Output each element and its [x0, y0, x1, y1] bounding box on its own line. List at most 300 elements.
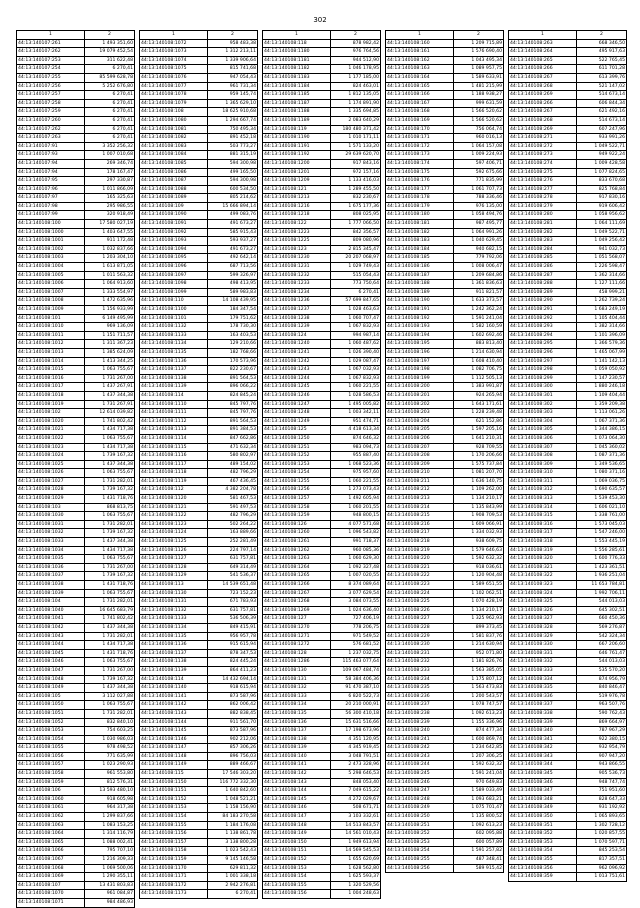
table-row [140, 572, 258, 581]
table-row [17, 99, 135, 108]
cadastral-value-cell: 1 739 167,32 [85, 572, 135, 581]
cadastral-number-cell: 44:13:140108:1124 [140, 529, 208, 538]
cadastral-value-cell: 1 655 620,69 [331, 856, 381, 865]
table-row [17, 701, 135, 710]
cadastral-value-cell: 85 599 628,78 [85, 73, 135, 82]
cadastral-number-cell: 44:13:140108:1046 [17, 658, 85, 667]
cadastral-value-cell: 1 070 428,19 [454, 598, 504, 607]
cadastral-number-cell: 44:13:140108:271 [509, 134, 577, 143]
cadastral-number-cell: 44:13:140108:242 [386, 744, 454, 753]
cadastral-value-cell: 911 172,48 [85, 237, 135, 246]
table-row [263, 82, 381, 91]
cadastral-value-cell: 1 216 309,33 [85, 856, 135, 865]
table-row [509, 56, 627, 65]
cadastral-number-cell: 44:13:140108:272 [509, 142, 577, 151]
cadastral-value-cell: 581 467,53 [208, 495, 258, 504]
column-header-number: 1 [17, 31, 85, 40]
cadastral-value-cell: 1 880 246,18 [577, 383, 627, 392]
cadastral-number-cell: 44:13:140108:1247 [263, 400, 331, 409]
cadastral-value-cell: 918 615,94 [208, 684, 258, 693]
cadastral-number-cell: 44:13:140108:1083 [140, 142, 208, 151]
cadastral-number-cell: 44:13:140108:281 [509, 220, 577, 229]
table-row [509, 795, 627, 804]
cadastral-value-cell: 824 445,24 [208, 658, 258, 667]
cadastral-value-cell: 649 314,49 [208, 563, 258, 572]
table-row [17, 220, 135, 229]
cadastral-value-cell: 1 011 563,32 [85, 271, 135, 280]
cadastral-value-cell: 1 739 167,32 [85, 529, 135, 538]
table-row [140, 709, 258, 718]
cadastral-value-cell: 1 120 904,48 [454, 572, 504, 581]
table-row [140, 787, 258, 796]
cadastral-value-cell: 522 765,45 [577, 56, 627, 65]
cadastral-value-cell: 491 673,27 [208, 245, 258, 254]
cadastral-number-cell: 44:13:140108:286 [509, 263, 577, 272]
table-row [263, 563, 381, 572]
cadastral-value-cell: 896 066,22 [208, 383, 258, 392]
cadastral-value-cell: 919 606,42 [577, 202, 627, 211]
table-row [509, 177, 627, 186]
table-block-2 [139, 30, 258, 899]
table-row [509, 477, 627, 486]
cadastral-value-cell: 1 643 171,61 [454, 400, 504, 409]
cadastral-value-cell: 773 750,64 [331, 280, 381, 289]
cadastral-value-cell: 1 058 494,76 [454, 211, 504, 220]
cadastral-value-cell: 1 591 257,82 [454, 847, 504, 856]
table-row [263, 761, 381, 770]
cadastral-number-cell: 44:13:140108:345 [509, 770, 577, 779]
table-row [140, 770, 258, 779]
cadastral-number-cell: 44:13:140108:1233 [263, 280, 331, 289]
cadastral-value-cell: 1 109 262,00 [454, 486, 504, 495]
cadastral-value-cell: 1 083 153,25 [85, 821, 135, 830]
cadastral-value-cell: 3 048 791,51 [331, 752, 381, 761]
cadastral-value-cell: 896 756,03 [208, 752, 258, 761]
table-row [509, 856, 627, 865]
table-row [17, 778, 135, 787]
table-row [140, 623, 258, 632]
cadastral-number-cell: 44:13:140108:1090 [140, 211, 208, 220]
table-row [17, 400, 135, 409]
table-row [263, 116, 381, 125]
table-row [386, 348, 504, 357]
cadastral-value-cell: 1 739 167,32 [85, 486, 135, 495]
cadastral-number-cell: 44:13:140108:1084 [140, 151, 208, 160]
cadastral-number-cell: 44:13:140108:353 [509, 838, 577, 847]
table-row [263, 503, 381, 512]
cadastral-number-cell: 44:13:140108:138 [263, 735, 331, 744]
cadastral-number-cell: 44:13:140108:328 [509, 623, 577, 632]
table-row [386, 142, 504, 151]
cadastral-value-cell: 949 922,24 [577, 151, 627, 160]
cadastral-number-cell: 44:13:140108:1073 [140, 48, 208, 57]
table-row [263, 632, 381, 641]
cadastral-value-cell: 1 028 586,53 [331, 391, 381, 400]
table-row [509, 185, 627, 194]
cadastral-value-cell: 1 492 605,94 [331, 495, 381, 504]
table-row [263, 56, 381, 65]
cadastral-number-cell: 44:13:140107:258 [17, 99, 85, 108]
cadastral-value-cell: 1 064 157,08 [454, 142, 504, 151]
cadastral-value-cell: 788 336,46 [454, 194, 504, 203]
cadastral-value-cell: 1 188 938,27 [454, 91, 504, 100]
cadastral-value-cell: 832 230,67 [331, 194, 381, 203]
cadastral-number-cell: 44:13:140108:344 [509, 761, 577, 770]
cadastral-number-cell: 44:13:140108:1138 [140, 658, 208, 667]
table-row [263, 538, 381, 547]
cadastral-number-cell: 44:13:140108:349 [509, 804, 577, 813]
cadastral-number-cell: 44:13:140108:1050 [17, 701, 85, 710]
cadastral-value-cell: 179 751,62 [208, 314, 258, 323]
table-row [386, 211, 504, 220]
table-row [17, 520, 135, 529]
cadastral-number-cell: 44:13:140108:1016 [17, 374, 85, 383]
cadastral-value-cell: 1 575 737,84 [454, 460, 504, 469]
cadastral-number-cell: 44:13:140108:201 [386, 391, 454, 400]
cadastral-value-cell: 14 569 545,53 [331, 847, 381, 856]
cadastral-number-cell: 44:13:140108:205 [386, 426, 454, 435]
cadastral-number-cell: 44:13:140108:1137 [140, 366, 208, 375]
cadastral-value-cell: 580 802,97 [208, 452, 258, 461]
cadastral-number-cell: 44:13:140108:203 [386, 409, 454, 418]
table-row [509, 400, 627, 409]
cadastral-number-cell: 44:13:140107:91 [17, 142, 85, 151]
table-row [17, 391, 135, 400]
cadastral-number-cell: 44:13:140108:1182 [263, 65, 331, 74]
cadastral-number-cell: 44:13:140108:1018 [17, 391, 85, 400]
cadastral-number-cell: 44:13:140108:1044 [17, 641, 85, 650]
cadastral-number-cell: 44:13:140108:304 [509, 417, 577, 426]
table-row [17, 538, 135, 547]
cadastral-number-cell: 44:13:140108:288 [509, 280, 577, 289]
cadastral-number-cell: 44:13:140108:167 [386, 99, 454, 108]
cadastral-number-cell: 44:13:140108:1039 [17, 589, 85, 598]
table-row [509, 211, 627, 220]
table-row [386, 864, 504, 873]
cadastral-value-cell: 1 576 690,40 [454, 48, 504, 57]
cadastral-value-cell: 594 300,98 [208, 177, 258, 186]
table-row [17, 56, 135, 65]
cadastral-value-cell: 19 079 452,54 [85, 48, 135, 57]
cadastral-value-cell: 1 294 667,74 [208, 116, 258, 125]
cadastral-number-cell: 44:13:140108:140 [263, 752, 331, 761]
cadastral-value-cell: 1 214 630,94 [454, 641, 504, 650]
cadastral-number-cell: 44:13:140108:171 [386, 134, 454, 143]
table-row [386, 581, 504, 590]
cadastral-number-cell: 44:13:140108:1141 [140, 692, 208, 701]
cadastral-value-cell: 1 437 344,38 [85, 460, 135, 469]
cadastral-value-cell: 660 450,36 [577, 615, 627, 624]
cadastral-value-cell: 976 764,56 [331, 48, 381, 57]
table-row [386, 563, 504, 572]
cadastral-number-cell: 44:13:140107:93 [17, 151, 85, 160]
table-row [17, 486, 135, 495]
cadastral-number-cell: 44:13:140108:1252 [263, 452, 331, 461]
table-row [386, 649, 504, 658]
cadastral-number-cell: 44:13:140108:1036 [17, 563, 85, 572]
table-row [140, 116, 258, 125]
table-row [263, 512, 381, 521]
table-row [17, 108, 135, 117]
cadastral-number-cell: 44:13:140107:259 [17, 108, 85, 117]
table-row [17, 632, 135, 641]
cadastral-value-cell: 1 312 213,11 [208, 48, 258, 57]
cadastral-number-cell: 44:13:140108:1025 [17, 460, 85, 469]
cadastral-number-cell: 44:13:140108:256 [386, 864, 454, 873]
table-row [17, 744, 135, 753]
cadastral-value-cell: 1 181 826,76 [454, 658, 504, 667]
cadastral-number-cell: 44:13:140107:262 [17, 48, 85, 57]
cadastral-value-cell: 1 690 635,57 [577, 486, 627, 495]
table-row [509, 752, 627, 761]
cadastral-value-cell: 508 671,71 [331, 804, 381, 813]
table-row [386, 452, 504, 461]
table-row [509, 581, 627, 590]
table-row [140, 331, 258, 340]
table-row [140, 813, 258, 822]
table-row [140, 735, 258, 744]
cadastral-number-cell: 44:13:140108:273 [509, 151, 577, 160]
cadastral-number-cell: 44:13:140108:189 [386, 288, 454, 297]
cadastral-value-cell: 17 580 027,19 [85, 220, 135, 229]
table-row [509, 245, 627, 254]
cadastral-number-cell: 44:13:140108:122 [263, 220, 331, 229]
cadastral-value-cell: 970 649,83 [454, 778, 504, 787]
cadastral-value-cell: 8 374 089,64 [331, 581, 381, 590]
table-row [17, 795, 135, 804]
cadastral-number-cell: 44:13:140108:1245 [263, 383, 331, 392]
cadastral-value-cell: 862 006,42 [208, 701, 258, 710]
cadastral-number-cell: 44:13:140108:1189 [263, 116, 331, 125]
cadastral-number-cell: 44:13:140108:334 [509, 675, 577, 684]
cadastral-value-cell: 1 007 020,55 [331, 572, 381, 581]
cadastral-number-cell: 44:13:140108:1144 [140, 718, 208, 727]
cadastral-number-cell: 44:13:140108:107 [17, 881, 85, 890]
cadastral-value-cell: 1 228 239,48 [454, 409, 504, 418]
table-row [509, 314, 627, 323]
cadastral-number-cell: 44:13:140108:348 [509, 795, 577, 804]
table-row [17, 495, 135, 504]
cadastral-number-cell: 44:13:140108:1267 [263, 589, 331, 598]
cadastral-value-cell: 1 349 536,65 [577, 460, 627, 469]
table-row [263, 581, 381, 590]
table-row [386, 821, 504, 830]
cadastral-number-cell: 44:13:140108:1013 [17, 348, 85, 357]
cadastral-number-cell: 44:13:140107:98 [17, 202, 85, 211]
table-row [386, 606, 504, 615]
table-row [263, 400, 381, 409]
cadastral-value-cell: 1 170 206,66 [454, 452, 504, 461]
cadastral-number-cell: 44:13:140108:1098 [140, 280, 208, 289]
cadastral-number-cell: 44:13:140108:210 [386, 469, 454, 478]
table-row [386, 598, 504, 607]
cadastral-value-cell: 987 495,77 [454, 220, 504, 229]
cadastral-number-cell: 44:13:140108:266 [509, 99, 577, 108]
cadastral-value-cell: 2 815 345,47 [331, 245, 381, 254]
table-row [386, 735, 504, 744]
cadastral-value-cell: 1 063 755,67 [85, 555, 135, 564]
table-row [386, 778, 504, 787]
table-row [386, 383, 504, 392]
table-row [386, 185, 504, 194]
cadastral-value-cell: 1 082 706,75 [454, 366, 504, 375]
cadastral-value-cell: 14 513 843,57 [331, 821, 381, 830]
cadastral-number-cell: 44:13:140108:1131 [140, 598, 208, 607]
cadastral-number-cell: 44:13:140108:214 [386, 503, 454, 512]
table-row [17, 752, 135, 761]
cadastral-number-cell: 44:13:140108:1135 [140, 348, 208, 357]
cadastral-number-cell: 44:13:140108:1061 [17, 804, 85, 813]
table-row [509, 589, 627, 598]
cadastral-number-cell: 44:13:140108:322 [509, 572, 577, 581]
cadastral-value-cell: 882 838,45 [208, 709, 258, 718]
cadastral-value-cell: 1 739 167,32 [85, 452, 135, 461]
cadastral-number-cell: 44:13:140108:335 [509, 684, 577, 693]
cadastral-number-cell: 44:13:140108:351 [509, 821, 577, 830]
table-row [140, 804, 258, 813]
table-row [509, 821, 627, 830]
table-row [263, 228, 381, 237]
table-row [263, 838, 381, 847]
cadastral-number-cell: 44:13:140108:124 [263, 331, 331, 340]
cadastral-value-cell: 941 032,73 [577, 245, 627, 254]
table-row [17, 82, 135, 91]
cadastral-number-cell: 44:13:140108:343 [509, 752, 577, 761]
cadastral-value-cell: 1 092 613,23 [454, 821, 504, 830]
cadastral-value-cell: 1 423 361,51 [577, 563, 627, 572]
cadastral-value-cell: 29 639 620,70 [331, 151, 381, 160]
cadastral-number-cell: 44:13:140108:135 [263, 709, 331, 718]
table-row [263, 469, 381, 478]
table-row [17, 512, 135, 521]
table-row [386, 426, 504, 435]
cadastral-number-cell: 44:13:140108:1086 [140, 168, 208, 177]
cadastral-number-cell: 44:13:140108:1035 [17, 555, 85, 564]
cadastral-number-cell: 44:13:140108:1150 [140, 778, 208, 787]
cadastral-value-cell: 6 270,41 [85, 125, 135, 134]
table-row [140, 125, 258, 134]
cadastral-value-cell: 999 631,59 [454, 99, 504, 108]
table-row [509, 641, 627, 650]
cadastral-value-cell: 833 670,68 [577, 177, 627, 186]
cadastral-number-cell: 44:13:140108:275 [509, 168, 577, 177]
table-row [140, 838, 258, 847]
table-row [386, 615, 504, 624]
cadastral-value-cell: 56 300 410,18 [331, 709, 381, 718]
cadastral-value-cell: 13 593 480,10 [85, 787, 135, 796]
cadastral-number-cell: 44:13:140108:300 [509, 383, 577, 392]
table-row [509, 804, 627, 813]
table-row [386, 666, 504, 675]
cadastral-number-cell: 44:13:140108:255 [386, 856, 454, 865]
table-row [17, 73, 135, 82]
cadastral-number-cell: 44:13:140108:185 [386, 254, 454, 263]
table-row [140, 692, 258, 701]
table-row [263, 383, 381, 392]
cadastral-value-cell: 1 060 221,55 [331, 477, 381, 486]
cadastral-value-cell: 891 452,18 [208, 134, 258, 143]
cadastral-value-cell: 1 101 396,09 [577, 331, 627, 340]
table-row [263, 847, 381, 856]
cadastral-value-cell: 1 135 843,99 [454, 503, 504, 512]
cadastral-value-cell: 590 762,43 [577, 709, 627, 718]
cadastral-value-cell: 891 384,53 [208, 426, 258, 435]
cadastral-value-cell: 20 207 068,97 [331, 254, 381, 263]
cadastral-number-cell: 44:13:140108:333 [509, 666, 577, 675]
cadastral-value-cell: 1 413 344,25 [85, 357, 135, 366]
table-row [140, 297, 258, 306]
cadastral-number-cell: 44:13:140108:1154 [140, 813, 208, 822]
column-header-value: 2 [331, 31, 381, 40]
cadastral-value-cell: 1 064 111,69 [577, 220, 627, 229]
cadastral-number-cell: 44:13:140108:1149 [140, 761, 208, 770]
cadastral-number-cell: 44:13:140108:1047 [17, 666, 85, 675]
table-row [263, 598, 381, 607]
table-row [263, 821, 381, 830]
table-row [386, 856, 504, 865]
cadastral-value-cell: 1 731 267,00 [85, 666, 135, 675]
cadastral-value-cell: 972 157,16 [331, 168, 381, 177]
column-header-number: 1 [263, 31, 331, 40]
cadastral-value-cell: 1 009 428,58 [577, 159, 627, 168]
table-row [140, 658, 258, 667]
cadastral-number-cell: 44:13:140108:1254 [263, 469, 331, 478]
cadastral-number-cell: 44:13:140108:274 [509, 159, 577, 168]
cadastral-number-cell: 44:13:140108:1077 [140, 82, 208, 91]
cadastral-number-cell: 44:13:140108:1230 [263, 254, 331, 263]
table-row [140, 374, 258, 383]
table-row [140, 271, 258, 280]
cadastral-number-cell: 44:13:140108:1038 [17, 581, 85, 590]
table-row [140, 220, 258, 229]
cadastral-value-cell: 646 761,47 [577, 649, 627, 658]
cadastral-value-cell: 165 325,63 [85, 194, 135, 203]
cadastral-value-cell: 621 152,86 [454, 417, 504, 426]
cadastral-value-cell: 825 768,84 [577, 185, 627, 194]
cadastral-value-cell: 938 609,75 [454, 538, 504, 547]
table-row [509, 323, 627, 332]
table-row [17, 297, 135, 306]
table-row [509, 615, 627, 624]
cadastral-value-cell: 1 434 717,38 [85, 641, 135, 650]
cadastral-value-cell: 542 324,34 [577, 632, 627, 641]
table-row [263, 65, 381, 74]
cadastral-number-cell: 44:13:140108:166 [386, 91, 454, 100]
table-row [140, 65, 258, 74]
table-row [386, 718, 504, 727]
cadastral-number-cell: 44:13:140108:326 [509, 606, 577, 615]
cadastral-number-cell: 44:13:140108:1263 [263, 555, 331, 564]
cadastral-value-cell: 1 592 632,32 [454, 555, 504, 564]
table-row [386, 847, 504, 856]
cadastral-number-cell: 44:13:140108:245 [386, 770, 454, 779]
cadastral-number-cell: 44:13:140108:219 [386, 546, 454, 555]
cadastral-number-cell: 44:13:140108:253 [386, 838, 454, 847]
cadastral-number-cell: 44:13:140108:1122 [140, 512, 208, 521]
cadastral-value-cell: 1 608 410,40 [454, 357, 504, 366]
table-row [17, 838, 135, 847]
cadastral-number-cell: 44:13:140108:1155 [140, 821, 208, 830]
table-row [509, 357, 627, 366]
cadastral-value-cell: 1 135 800,52 [454, 813, 504, 822]
cadastral-value-cell: 1 077 824,65 [577, 168, 627, 177]
cadastral-number-cell: 44:13:140108:1117 [140, 460, 208, 469]
cadastral-number-cell: 44:13:140108:222 [386, 572, 454, 581]
cadastral-number-cell: 44:13:140108:341 [509, 735, 577, 744]
table-row [509, 838, 627, 847]
cadastral-number-cell: 44:13:140108:182 [386, 228, 454, 237]
cadastral-number-cell: 44:13:140108:309 [509, 460, 577, 469]
